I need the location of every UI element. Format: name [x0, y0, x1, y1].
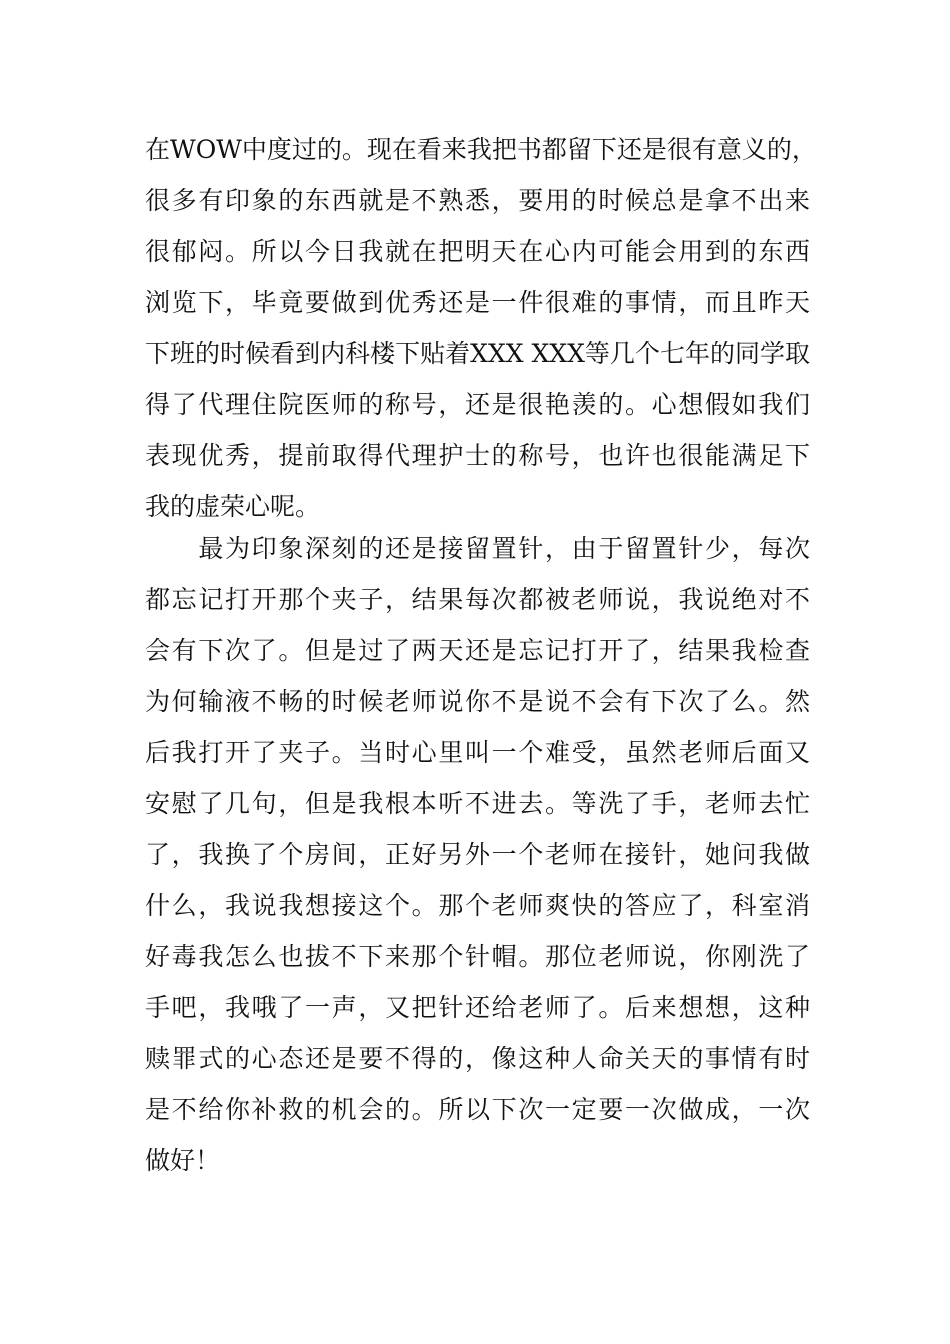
text-line: 很郁闷。所以今日我就在把明天在心内可能会用到的东西 — [145, 237, 810, 266]
text-line: 我的虚荣心呢。 — [145, 492, 321, 521]
text-line: 赎罪式的心态还是要不得的，像这种人命关天的事情有时 — [145, 1044, 810, 1073]
text-line: 为何输液不畅的时候老师说你不是说不会有下次了么。然 — [145, 687, 810, 716]
text-line: 手吧，我哦了一声，又把针还给老师了。后来想想，这种 — [145, 993, 810, 1022]
paragraph-1 — [145, 124, 817, 532]
text-line: 好毒我怎么也拔不下来那个针帽。那位老师说，你刚洗了 — [145, 942, 810, 971]
text-line: 安慰了几句，但是我根本听不进去。等洗了手，老师去忙 — [145, 789, 810, 818]
text-line: 会有下次了。但是过了两天还是忘记打开了，结果我检查 — [145, 636, 810, 665]
text-line: 是不给你补救的机会的。所以下次一定要一次做成，一次 — [145, 1095, 810, 1124]
text-line: 做好！ — [145, 1146, 221, 1175]
text-line: 很多有印象的东西就是不熟悉，要用的时候总是拿不出来 — [145, 186, 810, 215]
text-line: 浏览下，毕竟要做到优秀还是一件很难的事情，而且昨天 — [145, 288, 810, 317]
paragraph-2 — [145, 523, 810, 1186]
text-line: 得了代理住院医师的称号，还是很艳羡的。心想假如我们 — [145, 390, 810, 419]
text-line: 都忘记打开那个夹子，结果每次都被老师说，我说绝对不 — [145, 585, 810, 614]
text-line: 什么，我说我想接这个。那个老师爽快的答应了，科室消 — [145, 891, 810, 920]
text-line: 后我打开了夹子。当时心里叫一个难受，虽然老师后面又 — [145, 738, 810, 767]
text-line: 了，我换了个房间，正好另外一个老师在接针，她问我做 — [145, 840, 810, 869]
text-line: 在WOW中度过的。现在看来我把书都留下还是很有意义的， — [145, 135, 817, 164]
text-line: 表现优秀，提前取得代理护士的称号，也许也很能满足下 — [145, 441, 810, 470]
text-line: 下班的时候看到内科楼下贴着XXX XXX等几个七年的同学取 — [145, 339, 810, 368]
text-line: 最为印象深刻的还是接留置针，由于留置针少，每次 — [145, 534, 810, 563]
